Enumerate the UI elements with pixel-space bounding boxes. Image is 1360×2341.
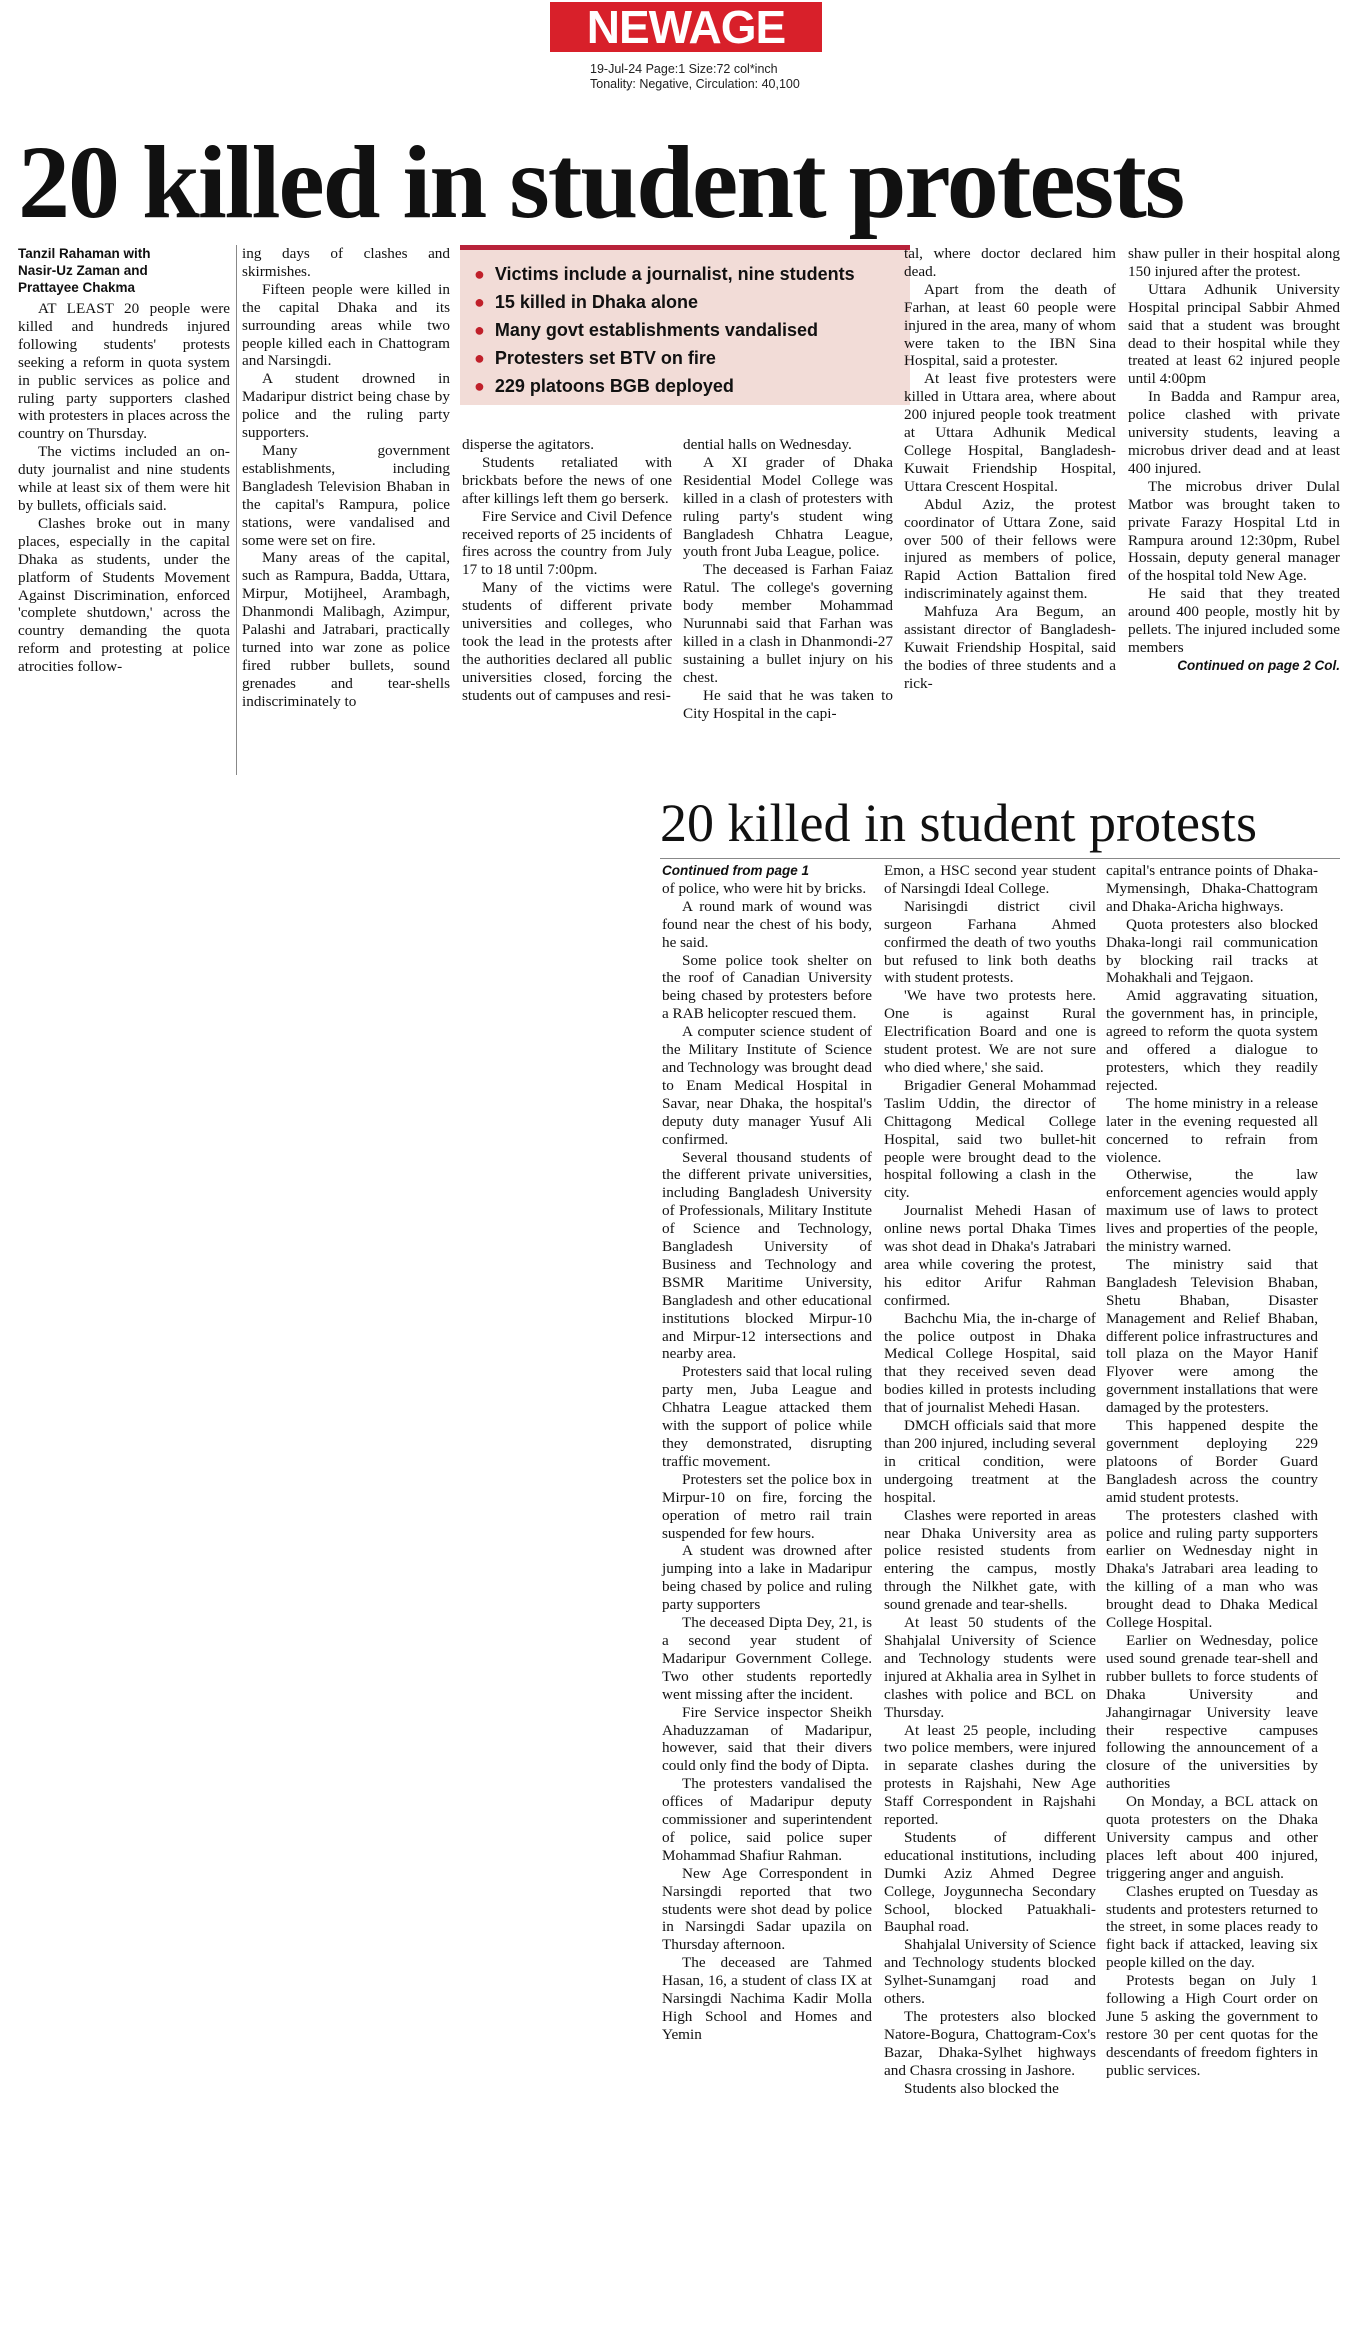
- page-headline: 20 killed in student protests: [18, 125, 1184, 240]
- byline: [18, 245, 230, 296]
- paragraph: Many of the victims were students of different private universities and colleges, who took the lead in the protests after the authorities declared all public universities closed, forcing the students out of campuses and resi-: [462, 579, 672, 704]
- paragraph: A student was drowned after jumping into a lake in Madaripur being chased by police and ruling party supporters: [662, 1542, 872, 1614]
- paragraph: At least five protesters were killed in Uttara area, where about 200 injured people took treatment at Uttara Adhunik Medical College Hospital, Bangladesh-Kuwait Friendship Hospital, Uttara Crescent Hospital.: [904, 370, 1116, 495]
- paragraph: At least 50 students of the Shahjalal University of Science and Technology students were injured at Akhalia area in Sylhet in clashes with police and BCL on Thursday.: [884, 1614, 1096, 1721]
- column-divider: [236, 245, 237, 775]
- paragraph: In Badda and Rampur area, police clashed with private university students, leaving a microbus driver dead and at least 400 injured.: [1128, 388, 1340, 477]
- newspaper-logo: NEWAGE: [550, 2, 822, 52]
- paragraph: ing days of clashes and skirmishes.: [242, 245, 450, 280]
- continued-on-note: Continued on page 2 Col.: [1177, 657, 1340, 673]
- paragraph: A computer science student of the Military Institute of Science and Technology was brought dead to Enam Medical Hospital in Savar, near Dhaka, the hospital's deputy duty manager Yusuf Ali confirmed.: [662, 1023, 872, 1148]
- bullet-icon: ●: [474, 292, 485, 312]
- paragraph: Many government establishments, including Bangladesh Television Bhaban in the capital's Rampura, police stations, were vandalised and some were set on fire.: [242, 441, 450, 549]
- byline-line: Nasir-Uz Zaman and: [18, 263, 148, 278]
- paragraph: Earlier on Wednesday, police used sound grenade tear-shell and rubber bullets to force students of Dhaka University and Jahangirnagar University leave their respective campuses following the announcement of a closure of the universities by authorities: [1106, 1631, 1318, 1793]
- bullet-icon: ●: [474, 320, 485, 340]
- paragraph: A XI grader of Dhaka Residential Model College was killed in a clash of protesters with ruling party's student wing Bangladesh Chhatra League, youth front Juba League, police.: [683, 453, 893, 561]
- paragraph: Uttara Adhunik University Hospital principal Sabbir Ahmed said that a student was brought dead to their hospital while they treated at least 62 injured people until 4:00pm: [1128, 280, 1340, 388]
- paragraph: Students retaliated with brickbats before the news of one after killings left them go berserk.: [462, 453, 672, 507]
- paragraph: of police, who were hit by bricks.: [662, 879, 867, 897]
- paragraph: The ministry said that Bangladesh Television Bhaban, Shetu Bhaban, Disaster Management and Relief Bhaban, different police infrastructures and toll plaza on the Mayor Hanif Flyover were among the government installations that were damaged by the protesters.: [1106, 1255, 1318, 1417]
- bullet-icon: ●: [474, 348, 485, 368]
- paragraph: Apart from the death of Farhan, at least 60 people were injured in the area, many of whom were taken to the IBN Sina Hospital, said a protester.: [904, 280, 1116, 370]
- paragraph: The protesters vandalised the offices of Madaripur deputy commissioner and superintendent of police, said police super Mohammad Shafiur Rahman.: [662, 1775, 872, 1864]
- paragraph: Clashes broke out in many places, especially in the capital Dhaka as students, under the platform of Students Movement Against Discrimination, enforced 'complete shutdown,' across the country demanding the quota reform and protesting at police atrocities follow-: [18, 514, 230, 676]
- paragraph: The deceased is Farhan Faiaz Ratul. The college's governing body member Mohammad Nurunnabi said that Farhan was killed in a clash in Dhanmondi-27 sustaining a bullet injury on his chest.: [683, 561, 893, 686]
- paragraph: Quota protesters also blocked Dhaka-longi rail communication by blocking rail tracks at Mohakhali and Tejgaon.: [1106, 915, 1318, 987]
- paragraph: The victims included an on-duty journalist and nine students while at least six of them were hit by bullets, officials said.: [18, 443, 230, 514]
- highlight-text: Victims include a journalist, nine students: [494, 264, 855, 284]
- paragraph: Students of different educational institutions, including Dumki Aziz Ahmed Degree College, Joygunnecha Secondary School, blocked Patuakhali-Bauphal road.: [884, 1828, 1096, 1936]
- paragraph: Fire Service inspector Sheikh Ahaduzzaman of Madaripur, however, said that their divers could only find the body of Dipta.: [662, 1703, 872, 1775]
- paragraph: Many areas of the capital, such as Rampura, Badda, Uttara, Mirpur, Motijheel, Arambagh, Dhanmondi Malibagh, Azimpur, Palashi and Jatrabari, practically turned into war zone as police fired rubber bullets, sound grenades and tear-shells indiscriminately to: [242, 549, 450, 710]
- bullet-icon: ●: [474, 376, 485, 396]
- front-column-5: [904, 245, 1116, 693]
- paragraph: The protesters also blocked Natore-Bogura, Chattogram-Cox's Bazar, Dhaka-Sylhet highways and Chasra crossing in Jashore.: [884, 2008, 1096, 2079]
- paragraph: disperse the agitators.: [462, 436, 595, 453]
- paragraph: Protesters set the police box in Mirpur-10 on fire, forcing the operation of metro rail train suspended for few hours.: [662, 1470, 872, 1542]
- paragraph: Protesters said that local ruling party men, Juba League and Chhatra League attacked them with the support of police while they demonstrated, disrupting traffic movement.: [662, 1363, 872, 1470]
- highlight-item: [474, 372, 910, 400]
- paragraph: DMCH officials said that more than 200 injured, including several in critical condition, were undergoing treatment at the hospital.: [884, 1417, 1096, 1506]
- highlight-text: 15 killed in Dhaka alone: [494, 292, 698, 312]
- paragraph: tal, where doctor declared him dead.: [904, 245, 1116, 280]
- clipping-meta: [590, 62, 850, 92]
- continuation-column-1: [662, 862, 872, 2044]
- paragraph: A round mark of wound was found near the chest of his body, he said.: [662, 897, 872, 951]
- paragraph: shaw puller in their hospital along 150 injured after the protest.: [1128, 245, 1340, 280]
- highlight-text: 229 platoons BGB deployed: [494, 376, 734, 396]
- continuation-column-3: [1106, 862, 1318, 2080]
- paragraph: The deceased are Tahmed Hasan, 16, a student of class IX at Narsingdi Nachima Kadir Molla High School and Homes and Yemin: [662, 1954, 872, 2043]
- paragraph: He said that they treated around 400 people, mostly hit by pellets. The injured included some members: [1128, 585, 1340, 656]
- paragraph: Amid aggravating situation, the government has, in principle, agreed to reform the quota system and offered a dialogue to protesters, which they readily rejected.: [1106, 987, 1318, 1094]
- front-column-6: [1128, 245, 1340, 675]
- paragraph: Journalist Mehedi Hasan of online news portal Dhaka Times was shot dead in Dhaka's Jatrabari area while covering the protest, his editor Arifur Rahman confirmed.: [884, 1202, 1096, 1309]
- front-column-2: [242, 245, 450, 711]
- highlight-item: [474, 344, 910, 372]
- paragraph: 'We have two protests here. One is against Rural Electrification Board and one is student protest. We are not sure who died where,' she said.: [884, 987, 1096, 1076]
- front-column-3: [462, 436, 672, 705]
- paragraph: AT LEAST 20 people were killed and hundreds injured following students' protests seeking a reform in quota system in public services as police and ruling party supporters clashed with protesters in places across the country on Thursday.: [18, 300, 230, 443]
- meta-line-2: Tonality: Negative, Circulation: 40,100: [590, 77, 800, 91]
- paragraph: The deceased Dipta Dey, 21, is a second year student of Madaripur Government College. Two other students reportedly went missing after the incident.: [662, 1614, 872, 1703]
- paragraph: He said that he was taken to City Hospital in the capi-: [683, 686, 893, 722]
- paragraph: Clashes erupted on Tuesday as students and protesters returned to the street, in some places ready to fight back if attacked, leaving six people killed on the day.: [1106, 1882, 1318, 1972]
- paragraph: On Monday, a BCL attack on quota protesters on the Dhaka University campus and other places left about 400 injured, triggering anger and anguish.: [1106, 1793, 1318, 1882]
- paragraph: The microbus driver Dulal Matbor was brought taken to private Farazy Hospital Ltd in Rampura around 12:30pm, Rubel Hossain, deputy general manager of the hospital told New Age.: [1128, 477, 1340, 585]
- paragraph: Brigadier General Mohammad Taslim Uddin, the director of Chittagong Medical College Hospital, said two bullet-hit people were brought dead to the hospital following a clash in the city.: [884, 1076, 1096, 1202]
- paragraph: dential halls on Wednesday.: [683, 436, 852, 453]
- meta-line-1: 19-Jul-24 Page:1 Size:72 col*inch: [590, 62, 778, 76]
- byline-line: Tanzil Rahaman with: [18, 246, 151, 261]
- continuation-rule: [660, 858, 1340, 859]
- paragraph: At least 25 people, including two police members, were injured in separate clashes during the protests in Rajshahi, New Age Staff Correspondent in Rajshahi reported.: [884, 1721, 1096, 1829]
- paragraph: Students also blocked the: [904, 2079, 1059, 2097]
- paragraph: Mahfuza Ara Begum, an assistant director of Bangladesh-Kuwait Friendship Hospital, said the bodies of three students and a rick-: [904, 603, 1116, 692]
- paragraph: Protests began on July 1 following a High Court order on June 5 asking the government to restore 30 per cent quotas for the descendants of freedom fighters in public services.: [1106, 1972, 1318, 2079]
- continuation-column-2: [884, 862, 1096, 2098]
- highlights-box: [460, 245, 910, 405]
- highlight-item: [474, 316, 910, 344]
- paragraph: Fifteen people were killed in the capital Dhaka and its surrounding areas while two people killed each in Chattogram and Narsingdi.: [242, 280, 450, 370]
- continuation-headline: 20 killed in student protests: [660, 793, 1257, 853]
- bullet-icon: ●: [474, 264, 485, 284]
- continued-from-note: Continued from page 1: [662, 863, 810, 878]
- paragraph: Otherwise, the law enforcement agencies would apply maximum use of laws to protect lives and properties of the people, the ministry warned.: [1106, 1166, 1318, 1256]
- paragraph: A student drowned in Madaripur district being chase by police and the ruling party supporters.: [242, 370, 450, 442]
- front-column-4: [683, 436, 893, 723]
- paragraph: New Age Correspondent in Narsingdi reported that two students were shot dead by police in Narsingdi Sadar upazila on Thursday afternoon.: [662, 1864, 872, 1954]
- paragraph: This happened despite the government deploying 229 platoons of Border Guard Bangladesh across the country amid student protests.: [1106, 1417, 1318, 1506]
- paragraph: Emon, a HSC second year student of Narsingdi Ideal College.: [884, 862, 1096, 897]
- paragraph: The home ministry in a release later in the evening requested all concerned to refrain from violence.: [1106, 1094, 1318, 1166]
- paragraph: Bachchu Mia, the in-charge of the police outpost in Dhaka Medical College Hospital, said that they received seven dead bodies killed in protests including that of journalist Mehedi Hasan.: [884, 1309, 1096, 1417]
- paragraph: Some police took shelter on the roof of Canadian University being chased by protesters before a RAB helicopter rescued them.: [662, 951, 872, 1023]
- paragraph: Abdul Aziz, the protest coordinator of Uttara Zone, said over 500 of their fellows were injured as members of police, Rapid Action Battalion fired indiscriminately against them.: [904, 495, 1116, 603]
- paragraph: The protesters clashed with police and ruling party supporters earlier on Wednesday night in Dhaka's Jatrabari area leading to the killing of a man who was brought dead to Dhaka Medical College Hospital.: [1106, 1506, 1318, 1632]
- front-column-1: [18, 245, 230, 676]
- highlight-item: [474, 288, 910, 316]
- paragraph: Fire Service and Civil Defence received reports of 25 incidents of fires across the country from July 17 to 18 until 7:00pm.: [462, 507, 672, 579]
- highlight-text: Protesters set BTV on fire: [494, 348, 716, 368]
- highlight-text: Many govt establishments vandalised: [494, 320, 818, 340]
- byline-line: Prattayee Chakma: [18, 280, 136, 295]
- paragraph: Narisingdi district civil surgeon Farhana Ahmed confirmed the death of two youths but refused to link both deaths with student protests.: [884, 897, 1096, 987]
- paragraph: capital's entrance points of Dhaka-Mymensingh, Dhaka-Chattogram and Dhaka-Aricha highways.: [1106, 862, 1318, 915]
- paragraph: Several thousand students of the different private universities, including Bangladesh University of Professionals, Military Institute of Science and Technology, Bangladesh University of Business and Technology and BSMR Maritime University, Bangladesh and other educational institutions blocked Mirpur-10 and Mirpur-12 intersections and nearby area.: [662, 1148, 872, 1363]
- paragraph: Clashes were reported in areas near Dhaka University area as police resisted students from entering the campus, mostly through the Nilkhet gate, with sound grenade and tear-shells.: [884, 1506, 1096, 1614]
- highlight-item: [474, 260, 910, 288]
- paragraph: Shahjalal University of Science and Technology students blocked Sylhet-Sunamganj road and others.: [884, 1936, 1096, 2008]
